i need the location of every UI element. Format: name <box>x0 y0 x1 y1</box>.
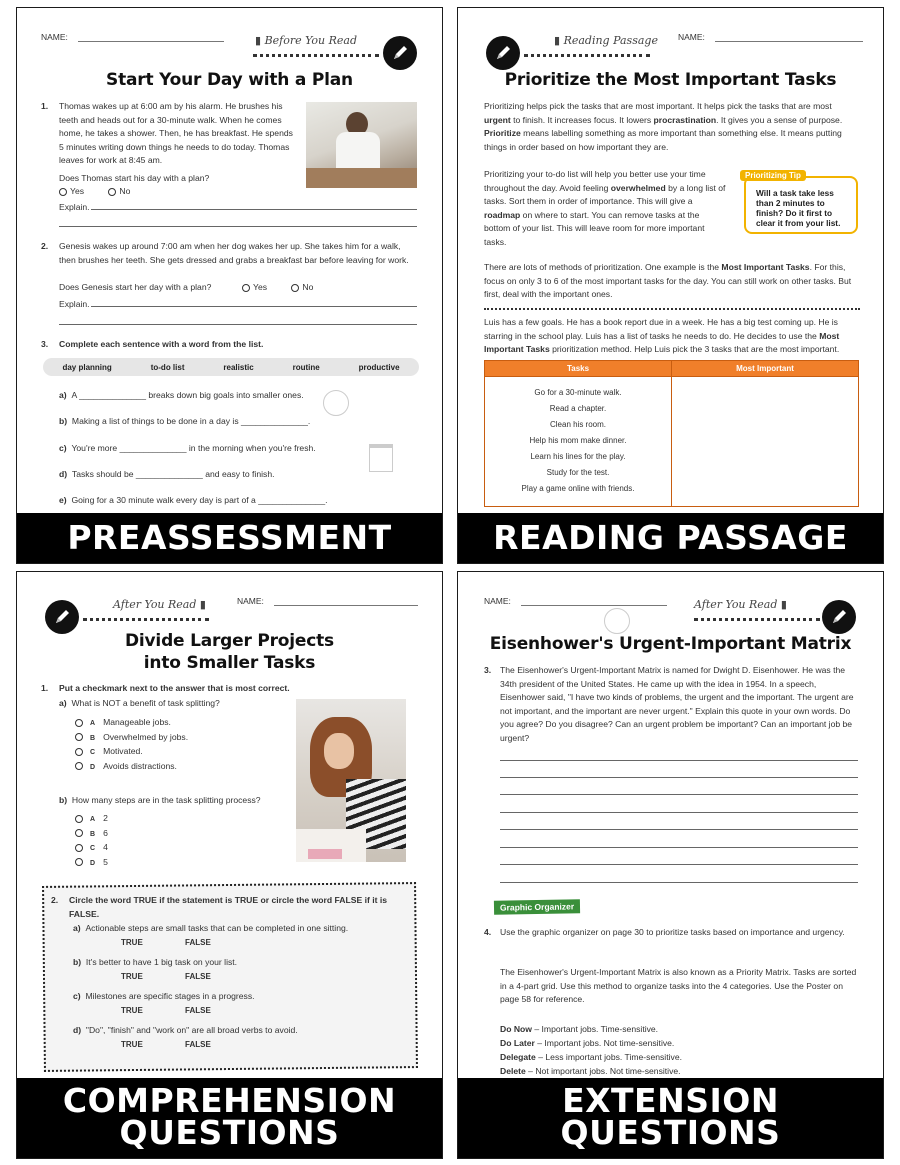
most-important-cell[interactable] <box>672 377 859 507</box>
question-number: 1. <box>41 101 49 111</box>
col-header: Tasks <box>485 361 672 377</box>
answer-line[interactable] <box>500 882 858 883</box>
book-icon: ▮ <box>199 598 206 611</box>
task-item: Clean his room. <box>549 420 607 429</box>
statement: d) "Do", "finish" and "work on" are all broad verbs to avoid. <box>73 1025 298 1035</box>
paragraph: The Eisenhower's Urgent-Important Matrix is also known as a Priority Matrix. Tasks are sorted in a 4-part grid. Use this method to organize tasks into the 4 categories. Use the Poster on page 58 for reference. <box>500 967 857 1005</box>
question-text: Complete each sentence with a word from the list. <box>59 339 264 349</box>
task-item: Learn his lines for the play. <box>530 452 626 461</box>
answer-line[interactable] <box>500 864 858 865</box>
name-line[interactable] <box>521 597 667 606</box>
name-label: NAME: <box>237 596 264 606</box>
question-number: 1. <box>41 683 49 693</box>
category-item: Do Later – Important jobs. Not time-sensitive. <box>500 1038 675 1048</box>
dotted-divider <box>253 54 379 57</box>
section-tag: ▮ Before You Read <box>255 34 358 47</box>
sub-question: b) How many steps are in the task splitting process? <box>59 795 261 805</box>
false-option[interactable]: FALSE <box>185 972 211 981</box>
explain-label: Explain. <box>59 299 90 309</box>
option-list <box>75 812 108 870</box>
answer-line[interactable] <box>500 829 858 830</box>
answer-line[interactable] <box>500 777 858 778</box>
option[interactable]: D 5 <box>75 856 108 871</box>
section-tag: After You Read ▮ <box>694 598 787 611</box>
page-title: Divide Larger Projects into Smaller Tasks <box>125 631 334 673</box>
graphic-organizer-label: Graphic Organizer <box>494 899 580 915</box>
question-text: Put a checkmark next to the answer that is most correct. <box>59 683 290 693</box>
page-banner: COMPREHENSION QUESTIONS <box>17 1078 442 1158</box>
true-option[interactable]: TRUE <box>121 1006 143 1015</box>
sentence-item: b) Making a list of things to be done in a day is ______________. <box>59 416 311 426</box>
paragraph: There are lots of methods of prioritization. One example is the Most Important Tasks. For this, focus on only 3 to 6 of the most important tasks for the day. You can still work on other tasks. But first, deal with the important ones. <box>484 262 852 300</box>
answer-options: Yes No <box>242 281 313 295</box>
sentence-item: d) Tasks should be ______________ and easy to finish. <box>59 469 275 479</box>
task-item: Play a game online with friends. <box>521 484 635 493</box>
page-title: Start Your Day with a Plan <box>106 70 353 90</box>
woman-writing-photo <box>296 699 406 862</box>
name-line[interactable] <box>715 33 863 42</box>
answer-line[interactable] <box>91 306 417 307</box>
man-cooking-photo <box>306 102 417 188</box>
sentence-item: a) A ______________ breaks down big goals into smaller ones. <box>59 390 304 400</box>
tip-box <box>744 176 858 234</box>
task-item: Study for the test. <box>546 468 610 477</box>
word: realistic <box>223 362 254 372</box>
false-option[interactable]: FALSE <box>185 938 211 947</box>
question-number: 3. <box>484 665 492 675</box>
tasks-table <box>484 360 859 507</box>
false-option[interactable]: FALSE <box>185 1040 211 1049</box>
page-title: Eisenhower's Urgent-Important Matrix <box>489 634 852 654</box>
name-line[interactable] <box>78 33 224 42</box>
sentence-item: e) Going for a 30 minute walk every day is part of a ______________. <box>59 495 328 505</box>
book-icon: ▮ <box>554 34 561 47</box>
statement: a) Actionable steps are small tasks that can be completed in one sitting. <box>73 923 349 933</box>
task-list <box>485 377 672 507</box>
answer-line[interactable] <box>500 794 858 795</box>
clock-icon <box>323 390 349 416</box>
option[interactable]: D Avoids distractions. <box>75 760 188 775</box>
name-field[interactable] <box>678 32 863 42</box>
paragraph: Luis has a few goals. He has a book report due in a week. He has a big test coming up. He is starring in the school play. Luis has a list of tasks he needs to do. He decides to use the Most Important Tasks prioritization method. Help Luis pick the 3 tasks that are the most important. <box>484 317 840 355</box>
pencil-icon <box>383 36 417 70</box>
option[interactable]: A 2 <box>75 812 108 827</box>
option[interactable]: B Overwhelmed by jobs. <box>75 731 188 746</box>
yes-radio[interactable] <box>59 188 67 196</box>
reading-passage-page <box>457 7 884 564</box>
sub-question: a) What is NOT a benefit of task splitting? <box>59 698 220 708</box>
name-line[interactable] <box>274 597 418 606</box>
no-radio[interactable] <box>291 284 299 292</box>
category-item: Delegate – Less important jobs. Time-sensitive. <box>500 1052 682 1062</box>
pencil-icon <box>822 600 856 634</box>
paragraph: Prioritizing helps pick the tasks that are most important. It helps pick the tasks that are most urgent to finish. It increases focus. It lowers procrastination. It gives you a sense of purpose. Prioritize means labelling something as more important than something else. It means putting things in order based on how important they are. <box>484 101 843 152</box>
answer-line[interactable] <box>500 812 858 813</box>
question-text: Genesis wakes up around 7:00 am when her dog wakes her up. She takes him for a walk, then brushes her teeth. She gets dressed and grabs a breakfast bar before leaving for work. <box>59 241 409 265</box>
task-item: Go for a 30-minute walk. <box>534 388 622 397</box>
no-radio[interactable] <box>108 188 116 196</box>
true-option[interactable]: TRUE <box>121 1040 143 1049</box>
dotted-divider <box>694 618 820 621</box>
page-banner: EXTENSION QUESTIONS <box>458 1078 883 1158</box>
col-header: Most Important <box>672 361 859 377</box>
option[interactable]: C Motivated. <box>75 745 188 760</box>
name-label: NAME: <box>41 32 68 42</box>
book-icon: ▮ <box>255 34 262 47</box>
pencil-icon <box>45 600 79 634</box>
name-label: NAME: <box>678 32 705 42</box>
dotted-divider <box>484 308 860 310</box>
false-option[interactable]: FALSE <box>185 1006 211 1015</box>
book-icon: ▮ <box>780 598 787 611</box>
yes-radio[interactable] <box>242 284 250 292</box>
true-option[interactable]: TRUE <box>121 972 143 981</box>
answer-line[interactable] <box>500 847 858 848</box>
category-list <box>500 1022 860 1078</box>
answer-line[interactable] <box>59 226 417 227</box>
option[interactable]: C 4 <box>75 841 108 856</box>
word: routine <box>292 362 320 372</box>
statement: c) Milestones are specific stages in a progress. <box>73 991 255 1001</box>
tip-label: Prioritizing Tip <box>740 170 806 181</box>
option-list <box>75 716 188 774</box>
section-tag: After You Read ▮ <box>113 598 206 611</box>
question-text: Circle the word TRUE if the statement is TRUE or circle the word FALSE if it is FALSE. <box>69 895 388 919</box>
explain-label: Explain. <box>59 202 90 212</box>
option[interactable]: A Manageable jobs. <box>75 716 188 731</box>
category-item: Do Now – Important jobs. Time-sensitive. <box>500 1024 659 1034</box>
section-tag: ▮ Reading Passage <box>554 34 658 47</box>
question-number: 2. <box>41 241 49 251</box>
page-title: Prioritize the Most Important Tasks <box>504 70 837 90</box>
clock-icon <box>604 608 630 634</box>
true-option[interactable]: TRUE <box>121 938 143 947</box>
answer-options: Yes No <box>59 185 130 199</box>
name-label: NAME: <box>484 596 511 606</box>
page-banner: READING PASSAGE <box>458 513 883 563</box>
tip-text: Will a task take less than 2 minutes to finish? Do it first to clear it from your list. <box>756 188 841 228</box>
task-item: Read a chapter. <box>549 404 607 413</box>
question-number: 4. <box>484 927 492 937</box>
answer-line[interactable] <box>500 760 858 761</box>
question-prompt: Does Thomas start his day with a plan? <box>59 173 210 183</box>
question-text: The Eisenhower's Urgent-Important Matrix is named for Dwight D. Eisenhower. He was the 34th president of the United States. He came up with the idea in 1954. In a speech, Eisenhower said, "I have two kinds of problems, the urgent and the important. The urgent are not important, and the important are never urgent." Explain this quote in your own words. Do you agree? Do you disagree? Can an urgent problem be important? Can an important job be urgent? <box>500 665 854 743</box>
name-field[interactable] <box>484 596 667 606</box>
extension-page <box>457 571 884 1159</box>
sentence-item: c) You're more ______________ in the morning when you're fresh. <box>59 443 316 453</box>
option[interactable]: B 6 <box>75 827 108 842</box>
dotted-divider <box>83 618 209 621</box>
question-text: Thomas wakes up at 6:00 am by his alarm. He brushes his teeth and heads out for a 30-minute walk. When he comes home, he takes a shower. Then, he has breakfast. He spends 5 minutes writing down things he needs to do today. Thomas leaves for work at 8:45 am. <box>59 101 293 166</box>
word: day planning <box>62 362 112 372</box>
question-number: 3. <box>41 339 49 349</box>
word: to-do list <box>150 362 185 372</box>
name-field[interactable] <box>41 32 224 42</box>
comprehension-page <box>16 571 443 1159</box>
question-prompt: Does Genesis start her day with a plan? <box>59 282 212 292</box>
column-icon <box>369 444 393 472</box>
question-number: 2. <box>51 895 59 905</box>
word-bank <box>43 358 419 376</box>
category-item: Delete – Not important jobs. Not time-sensitive. <box>500 1066 681 1076</box>
answer-line[interactable] <box>91 209 417 210</box>
answer-line[interactable] <box>59 324 417 325</box>
word: productive <box>358 362 400 372</box>
page-banner: PREASSESSMENT <box>17 513 442 563</box>
name-field[interactable] <box>237 596 418 606</box>
preassessment-page <box>16 7 443 564</box>
paragraph: Prioritizing your to-do list will help you better use your time throughout the day. Avoid feeling overwhelmed by a long list of tasks. Sort them in order of importance. This will give a roadmap on where to start. You can remove tasks at the bottom of your list. This will leave room for more important tasks. <box>484 169 726 247</box>
task-item: Help his mom make dinner. <box>529 436 627 445</box>
pencil-icon <box>486 36 520 70</box>
dotted-divider <box>524 54 650 57</box>
question-text: Use the graphic organizer on page 30 to prioritize tasks based on importance and urgency. <box>500 927 845 937</box>
statement: b) It's better to have 1 big task on your list. <box>73 957 238 967</box>
